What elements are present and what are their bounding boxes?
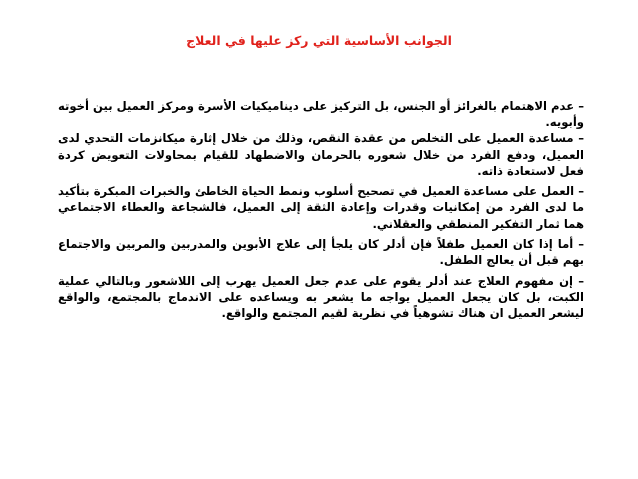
slide-title: الجوانب الأساسية التي ركز عليها في العلاج [186, 33, 452, 48]
paragraph-1: – عدم الاهتمام بالغرائز أو الجنس، بل التركيز على ديناميكيات الأسرة ومركز العميل بين أخوته وأبويه. [58, 99, 584, 130]
paragraph-4: – أما إذا كان العميل طفلاً فإن أدلر كان يلجأ إلى علاج الأبوين والمدربين والمربين والاجتماع بهم قبل أن يعالج الطفل. [58, 237, 584, 268]
slide-body [58, 98, 584, 321]
paragraph-2: – مساعدة العميل على التخلص من عقدة النقص، وذلك من خلال إثارة ميكانزمات التحدي لدى العميل، ودفع الفرد من خلال شعوره بالحرمان والاضطهاد للقيام بمحاولات التعويض كردة فعل لاستعادة ذاته. [58, 131, 584, 178]
paragraph-3: – العمل على مساعدة العميل في تصحيح أسلوب ونمط الحياة الخاطئ والخبرات المبكرة بتأكيد ما لدى الفرد من إمكانيات وقدرات وإعادة الثقة إلى العميل، فالشجاعة والعطاء الاجتماعي هما ثمار التفكير المنطقي والعقلاني. [58, 184, 584, 231]
paragraph-5: – إن مفهوم العلاج عند أدلر يقوم على عدم جعل العميل يهرب إلى اللاشعور وبالتالي عملية الكبت، بل كان يجعل العميل يواجه ما يشعر به ويساعده على الاندماج بالمجتمع، والواقع ليشعر العميل ان هناك تشوهياً في نظرية لقيم المجتمع والواقع. [58, 273, 584, 320]
